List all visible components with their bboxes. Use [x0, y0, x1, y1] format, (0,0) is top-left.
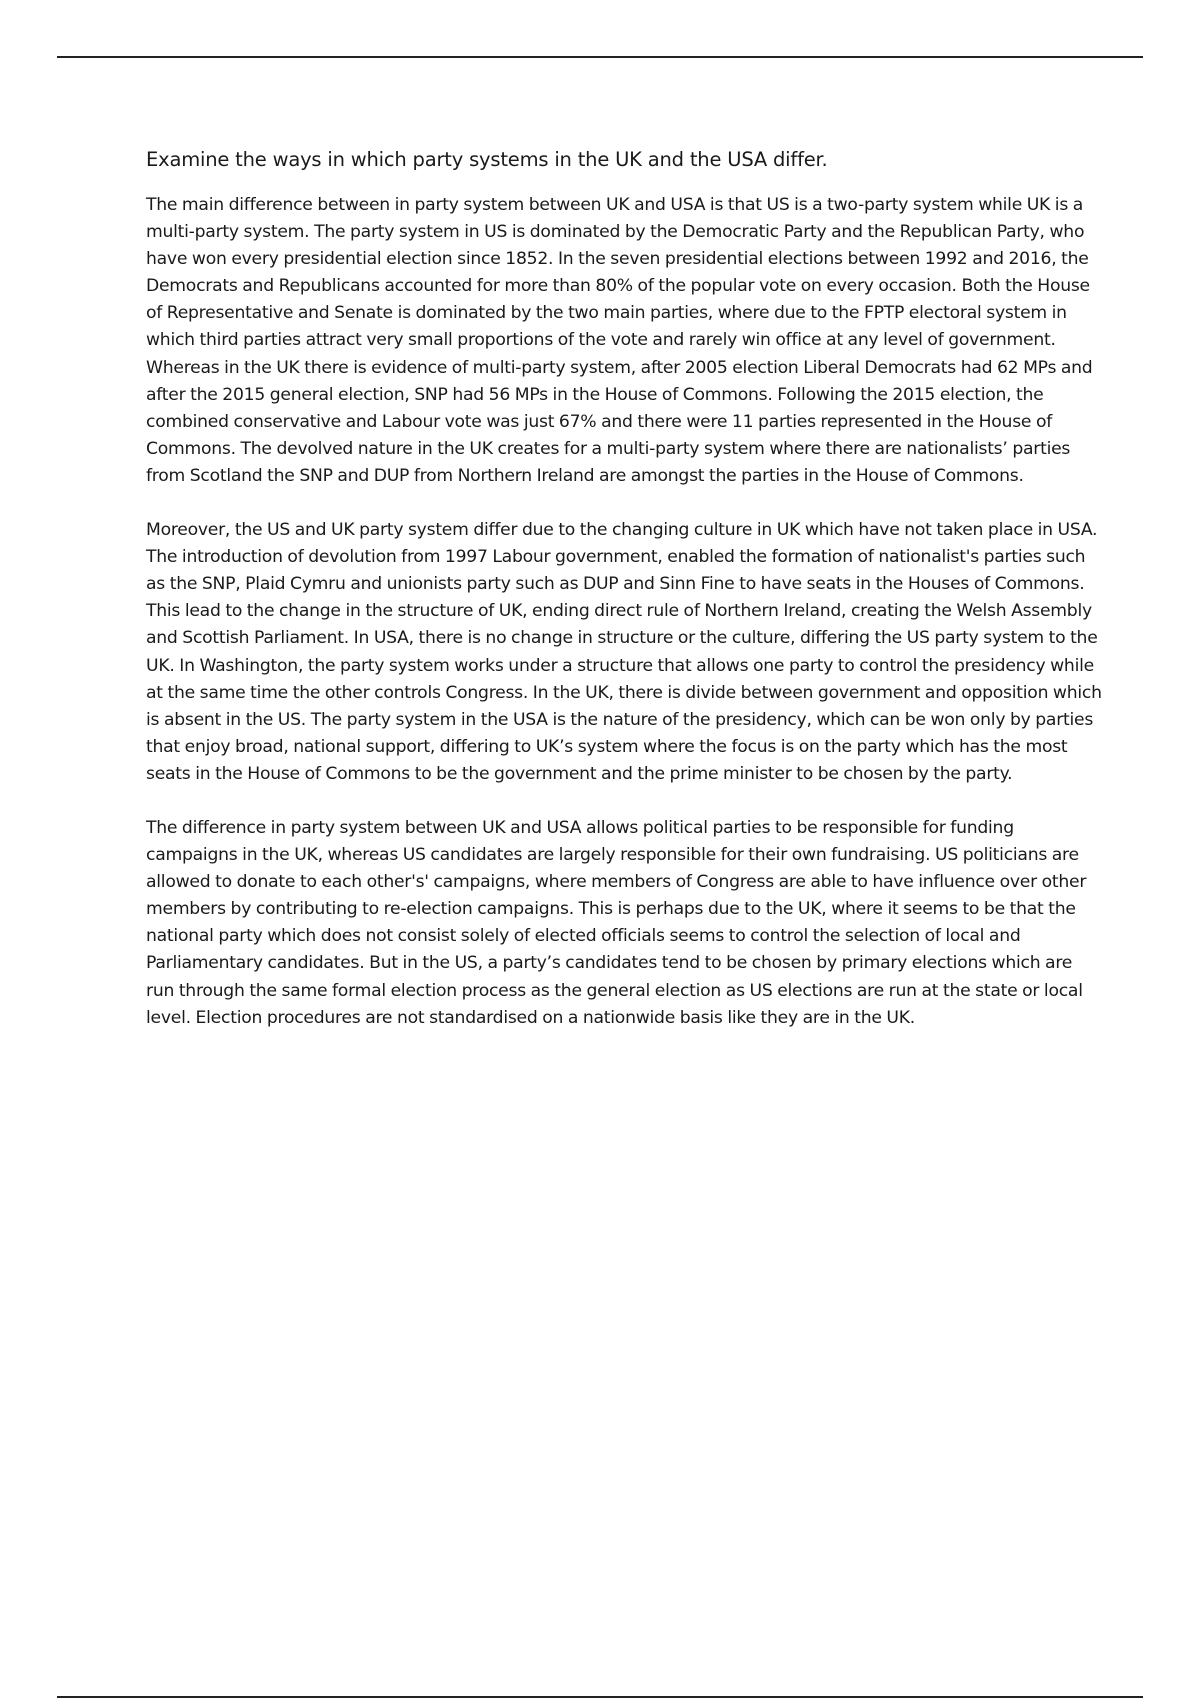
document-body — [146, 146, 1102, 1059]
bottom-divider — [57, 1696, 1143, 1698]
paragraph-3: The difference in party system between UK and USA allows political parties to be responsible for funding campaigns in the UK, whereas US candidates are largely responsible for their own fundraising. US politicians are allowed to donate to each other's' campaigns, where members of Congress are able to have influence over other members by contributing to re-election campaigns. This is perhaps due to the UK, where it seems to be that the national party which does not consist solely of elected officials seems to control the selection of local and Parliamentary candidates. But in the US, a party’s candidates tend to be chosen by primary elections which are run through the same formal election process as the general election as US elections are run at the state or local level. Election procedures are not standardised on a nationwide basis like they are in the UK. — [146, 817, 1087, 1028]
top-divider — [57, 56, 1143, 58]
paragraph-1: The main difference between in party system between UK and USA is that US is a two-party system while UK is a multi-party system. The party system in US is dominated by the Democratic Party and the Republican Party, who have won every presidential election since 1852. In the seven presidential elections between 1992 and 2016, the Democrats and Republicans accounted for more than 80% of the popular vote on every occasion. Both the House of Representative and Senate is dominated by the two main parties, where due to the FPTP electoral system in which third parties attract very small proportions of the vote and rarely win office at any level of government. Whereas in the UK there is evidence of multi-party system, after 2005 election Liberal Democrats had 62 MPs and after the 2015 general election, SNP had 56 MPs in the House of Commons. Following the 2015 election, the combined conservative and Labour vote was just 67% and there were 11 parties represented in the House of Commons. The devolved nature in the UK creates for a multi-party system where there are nationalists’ parties from Scotland the SNP and DUP from Northern Ireland are amongst the parties in the House of Commons. — [146, 195, 1093, 486]
paragraph-2: Moreover, the US and UK party system differ due to the changing culture in UK which have not taken place in USA. The introduction of devolution from 1997 Labour government, enabled the formation of nationalist's parties such as the SNP, Plaid Cymru and unionists party such as DUP and Sinn Fine to have seats in the Houses of Commons. This lead to the change in the structure of UK, ending direct rule of Northern Ireland, creating the Welsh Assembly and Scottish Parliament. In USA, there is no change in structure or the culture, differing the US party system to the UK. In Washington, the party system works under a structure that allows one party to control the presidency while at the same time the other controls Congress. In the UK, there is divide between government and opposition which is absent in the US. The party system in the USA is the nature of the presidency, which can be won only by parties that enjoy broad, national support, differing to UK’s system where the focus is on the party which has the most seats in the House of Commons to be the government and the prime minister to be chosen by the party. — [146, 520, 1102, 784]
essay-title: Examine the ways in which party systems in the UK and the USA differ. — [146, 148, 828, 171]
